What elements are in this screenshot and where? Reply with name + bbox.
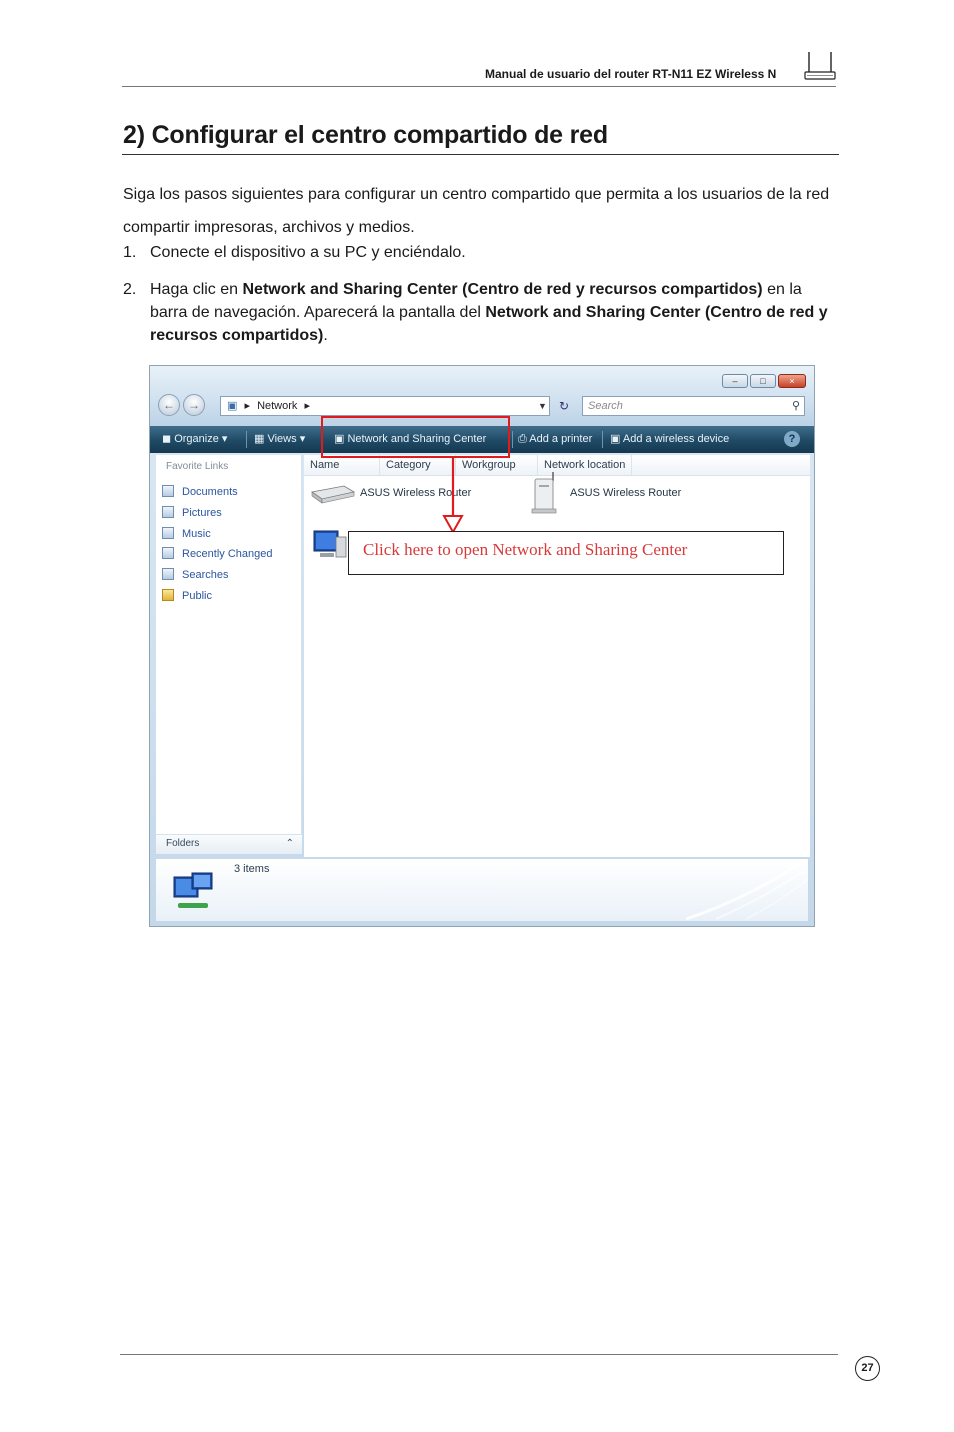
chevron-down-icon: ▾ bbox=[299, 433, 306, 445]
step-number: 2. bbox=[123, 281, 137, 298]
page-number: 27 bbox=[855, 1356, 880, 1381]
footer-rule bbox=[120, 1354, 838, 1355]
sidebar-item-documents[interactable]: Documents bbox=[162, 485, 238, 503]
close-button[interactable]: × bbox=[778, 374, 806, 388]
organize-button[interactable]: ◼ Organize ▾ bbox=[162, 433, 228, 445]
sidebar-item-public[interactable]: Public bbox=[162, 589, 212, 607]
network-sharing-icon: ▣ bbox=[334, 433, 345, 445]
back-button[interactable]: ← bbox=[158, 394, 180, 416]
column-header-network-location[interactable]: Network location bbox=[538, 455, 632, 475]
folders-toggle[interactable]: Folders ⌃ bbox=[156, 834, 302, 854]
running-header: Manual de usuario del router RT-N11 EZ Wireless N bbox=[485, 67, 777, 81]
section-title: 2) Configurar el centro compartido de red bbox=[123, 121, 608, 149]
sidebar-item-recently-changed[interactable]: Recently Changed bbox=[162, 547, 273, 565]
add-wireless-device-button[interactable]: ▣ Add a wireless device bbox=[610, 433, 730, 445]
toolbar-divider bbox=[602, 431, 603, 448]
window-controls bbox=[722, 374, 806, 390]
chevron-down-icon: ▾ bbox=[221, 433, 228, 445]
views-icon: ▦ bbox=[254, 433, 265, 445]
decorative-swoosh bbox=[676, 859, 808, 921]
callout-box bbox=[348, 531, 784, 575]
address-dropdown-icon[interactable]: ▼ bbox=[538, 401, 547, 411]
step-1 bbox=[123, 241, 839, 265]
router-flat-icon bbox=[310, 482, 356, 504]
column-header-category[interactable]: Category bbox=[380, 455, 456, 475]
toolbar-divider bbox=[246, 431, 247, 448]
documents-icon bbox=[162, 485, 174, 497]
step-number: 1. bbox=[123, 244, 137, 261]
help-icon[interactable]: ? bbox=[784, 431, 800, 447]
network-item-router[interactable]: ASUS Wireless Router bbox=[570, 487, 682, 499]
computer-icon bbox=[312, 527, 348, 561]
network-window-screenshot bbox=[149, 365, 815, 927]
network-sharing-center-button[interactable]: ▣ Network and Sharing Center bbox=[334, 433, 487, 445]
refresh-icon[interactable]: ↻ bbox=[558, 399, 570, 413]
sidebar-item-pictures[interactable]: Pictures bbox=[162, 506, 222, 524]
router-icon bbox=[803, 50, 837, 84]
pictures-icon bbox=[162, 506, 174, 518]
minimize-button[interactable]: – bbox=[722, 374, 748, 388]
printer-icon: ⎙ bbox=[518, 433, 527, 445]
step-text: Haga clic en Network and Sharing Center (Centro de red y recursos compartidos) en la barra de navegación. Aparecerá la pantalla del Network and Sharing Center (Centro de red y recursos compartidos). bbox=[150, 281, 828, 344]
network-computers-icon bbox=[170, 867, 220, 915]
item-count: 3 items bbox=[234, 863, 270, 875]
chevron-up-icon: ⌃ bbox=[285, 838, 294, 849]
title-rule bbox=[122, 154, 839, 155]
intro-paragraph: Siga los pasos siguientes para configurar un centro compartido que permita a los usuarios de la red compartir impresoras, archivos y medios. bbox=[123, 186, 830, 236]
column-header-name[interactable]: Name bbox=[304, 455, 380, 475]
arrow-down-icon bbox=[438, 458, 468, 538]
recently-changed-icon bbox=[162, 547, 174, 559]
details-pane bbox=[156, 859, 808, 921]
header-rule bbox=[122, 86, 836, 87]
toolbar-divider bbox=[512, 431, 513, 448]
highlight-box bbox=[321, 416, 510, 458]
searches-icon bbox=[162, 568, 174, 580]
views-button[interactable]: ▦ Views ▾ bbox=[254, 433, 306, 445]
sidebar-item-searches[interactable]: Searches bbox=[162, 568, 228, 586]
address-path: Network bbox=[257, 400, 298, 412]
address-bar[interactable] bbox=[220, 396, 550, 416]
favorite-links-heading: Favorite Links bbox=[166, 461, 229, 472]
column-header-workgroup[interactable]: Workgroup bbox=[456, 455, 538, 475]
step-text: Conecte el dispositivo a su PC y enciéndalo. bbox=[150, 244, 466, 261]
file-list-pane bbox=[304, 455, 810, 857]
sidebar-item-music[interactable]: Music bbox=[162, 527, 211, 545]
folder-icon bbox=[162, 589, 174, 601]
wireless-device-icon: ▣ bbox=[610, 433, 621, 445]
search-input[interactable] bbox=[582, 396, 805, 416]
network-item-router[interactable]: ASUS Wireless Router bbox=[360, 487, 472, 499]
navigation-pane bbox=[156, 455, 302, 850]
chevron-right-icon: ▸ bbox=[244, 400, 250, 412]
chevron-right-icon: ▸ bbox=[304, 400, 310, 412]
music-icon bbox=[162, 527, 174, 539]
network-icon: ▣ bbox=[227, 400, 238, 412]
organize-icon: ◼ bbox=[162, 433, 172, 445]
search-placeholder: Search bbox=[588, 400, 623, 412]
add-printer-button[interactable]: ⎙ Add a printer bbox=[518, 433, 593, 445]
maximize-button[interactable]: □ bbox=[750, 374, 776, 388]
router-tower-icon bbox=[529, 471, 559, 515]
forward-button[interactable]: → bbox=[183, 394, 205, 416]
callout-text: Click here to open Network and Sharing Center bbox=[363, 540, 688, 559]
search-icon[interactable]: ⚲ bbox=[791, 400, 800, 412]
step-2 bbox=[123, 278, 839, 348]
